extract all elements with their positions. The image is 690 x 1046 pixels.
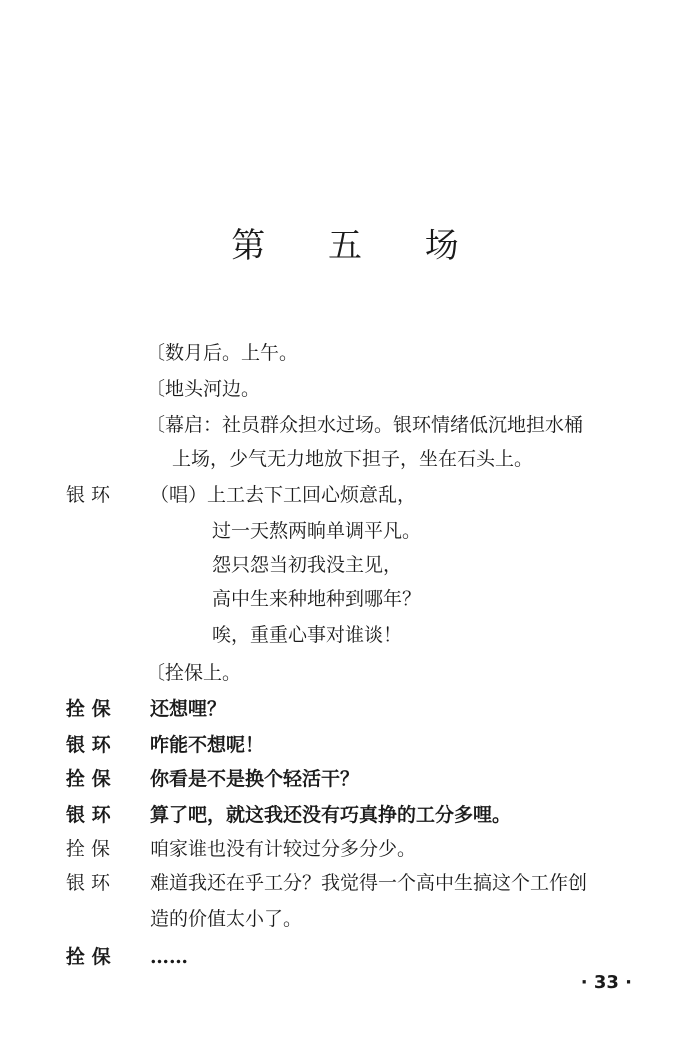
stage-direction: 〔拴保上。 <box>146 662 242 684</box>
speaker-name: 拴 保 <box>66 768 111 790</box>
speaker-name: 拴 保 <box>66 838 111 860</box>
stage-direction: 〔数月后。上午。 <box>146 342 299 364</box>
dialogue-line: 咱家谁也没有计较过分多分少。 <box>150 838 417 860</box>
speaker-name: 银 环 <box>66 484 111 506</box>
speaker-name: 银 环 <box>66 872 111 894</box>
song-line: 高中生来种地种到哪年？ <box>212 588 422 610</box>
song-line: 唉，重重心事对谁谈！ <box>212 624 403 646</box>
speaker-name: 银 环 <box>66 734 111 756</box>
speaker-name: 拴 保 <box>66 698 111 720</box>
scene-title: 第 五 场 <box>231 226 485 266</box>
dialogue-line: 难道我还在乎工分？我觉得一个高中生搞这个工作创 <box>150 872 588 894</box>
dialogue-line: 你看是不是换个轻活干？ <box>150 768 360 790</box>
speaker-name: 拴 保 <box>66 946 111 968</box>
song-line: （唱）上工去下工回心烦意乱， <box>150 484 417 506</box>
stage-direction: 〔幕启：社员群众担水过场。银环情绪低沉地担水桶 <box>146 414 584 436</box>
dialogue-line: 咋能不想呢！ <box>150 734 265 756</box>
page-number: · 33 · <box>580 972 632 993</box>
song-line: 过一天熬两晌单调平凡。 <box>212 520 422 542</box>
dialogue-line: 还想哩？ <box>150 698 227 720</box>
stage-direction: 〔地头河边。 <box>146 378 261 400</box>
speaker-name: 银 环 <box>66 804 111 826</box>
stage-direction: 上场，少气无力地放下担子，坐在石头上。 <box>172 448 534 470</box>
dialogue-line: 算了吧，就这我还没有巧真挣的工分多哩。 <box>150 804 512 826</box>
dialogue-line: …… <box>150 946 188 968</box>
dialogue-line: 造的价值太小了。 <box>150 908 303 930</box>
song-line: 怨只怨当初我没主见， <box>212 554 403 576</box>
